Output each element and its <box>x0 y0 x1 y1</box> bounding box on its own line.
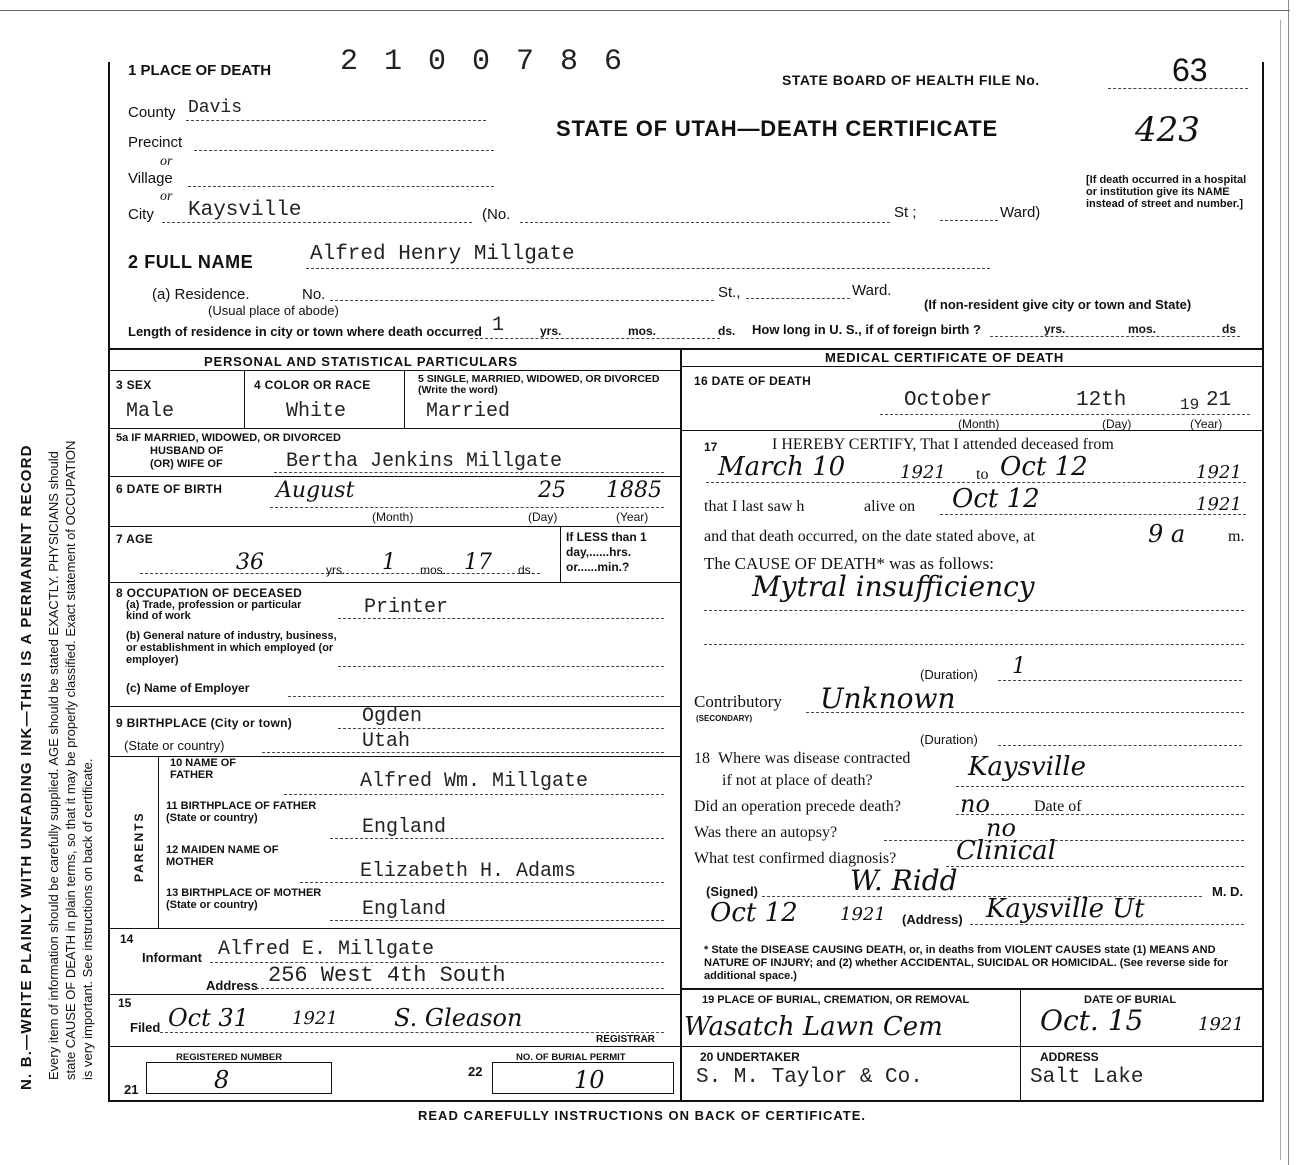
full-name-value: Alfred Henry Millgate <box>310 243 575 266</box>
or-label-1: or <box>160 154 173 169</box>
race-label: 4 COLOR OR RACE <box>254 378 371 392</box>
dob-month-value: August <box>276 478 355 503</box>
undertaker-value: S. M. Taylor & Co. <box>696 1066 923 1089</box>
sign-date-value: Oct 12 <box>710 898 798 928</box>
how-long-line <box>990 336 1240 337</box>
race-value: White <box>286 400 347 423</box>
cause-of-death-value: Mytral insufficiency <box>752 570 1035 603</box>
filed-year-value: 1921 <box>292 1008 338 1029</box>
death-day-value: 12th <box>1076 389 1127 412</box>
certify-text: I HEREBY CERTIFY, That I attended deceased from <box>772 436 1114 453</box>
dob-line <box>270 507 664 508</box>
personal-title-rule <box>108 370 680 371</box>
full-name-label: 2 FULL NAME <box>128 252 254 272</box>
burial-permit-prefix: 22 <box>468 1064 483 1079</box>
contracted-label-2: if not at place of death? <box>722 772 873 789</box>
mother-value: Elizabeth H. Adams <box>360 860 577 883</box>
file-number-stamp: 2 1 0 0 7 8 6 <box>340 45 627 79</box>
employer-label: (c) Name of Employer <box>126 681 250 695</box>
contracted-line <box>956 786 1244 787</box>
dob-month-label: (Month) <box>372 510 414 524</box>
length-years-value: 1 <box>492 314 505 337</box>
death-year-label: (Year) <box>1190 417 1223 431</box>
length-line <box>470 338 720 339</box>
last-saw-value: Oct 12 <box>952 484 1040 514</box>
age-months-value: 1 <box>382 550 396 575</box>
precinct-label: Precinct <box>128 134 183 151</box>
dob-label: 6 DATE OF BIRTH <box>116 482 223 496</box>
row-rule-2 <box>108 476 680 477</box>
or-label-2: or <box>160 189 173 204</box>
margin-instruction-3: is very important. See instructions on back of certificate. <box>80 758 95 1080</box>
street-no-label: (No. <box>482 206 511 223</box>
city-line <box>162 222 472 223</box>
birthplace-city-line <box>338 728 664 729</box>
secondary-label: (SECONDARY) <box>696 714 753 723</box>
sex-value: Male <box>126 400 175 423</box>
residence-line <box>330 300 714 301</box>
operation-date-label: Date of <box>1034 798 1082 815</box>
margin-instruction-1: Every item of information should be carefully supplied. AGE should be stated EXACTLY. PHYSICIANS should <box>46 451 61 1080</box>
us-mos-label: mos. <box>1128 322 1157 336</box>
last-saw-year: 1921 <box>1196 494 1242 515</box>
sex-label: 3 SEX <box>116 378 152 392</box>
burial-place-label: 19 PLACE OF BURIAL, CREMATION, OR REMOVAL <box>702 994 970 1006</box>
filed-line <box>160 1032 664 1033</box>
attended-to-value: Oct 12 <box>1000 452 1088 482</box>
physician-signature: W. Ridd <box>850 864 958 897</box>
us-ds-label: ds <box>1222 322 1237 336</box>
informant-label: Informant <box>142 950 202 965</box>
autopsy-label: Was there an autopsy? <box>694 824 838 841</box>
informant-address-label: Address <box>206 978 259 993</box>
employer-line <box>288 696 664 697</box>
cause-line-2 <box>704 644 1244 645</box>
personal-section-title: PERSONAL AND STATISTICAL PARTICULARS <box>204 354 518 369</box>
length-ds-label: ds. <box>718 324 736 338</box>
place-of-death-label: 1 PLACE OF DEATH <box>128 62 272 79</box>
age-days-value: 17 <box>464 550 492 575</box>
occupation-a-label: (a) Trade, profession or particular kind of work <box>126 599 302 622</box>
filed-date-value: Oct 31 <box>168 1004 249 1032</box>
burial-date-value: Oct. 15 <box>1040 1004 1144 1037</box>
date-of-death-line <box>880 414 1250 415</box>
death-time-m-label: m. <box>1228 528 1245 545</box>
autopsy-value: no <box>986 814 1016 842</box>
row-rule-1 <box>108 428 680 429</box>
registered-number-value: 8 <box>214 1066 230 1094</box>
village-line <box>188 186 494 187</box>
operation-label: Did an operation precede death? <box>694 798 902 815</box>
death-time-text: and that death occurred, on the date stated above, at <box>704 528 1035 545</box>
autopsy-line <box>884 840 1244 841</box>
registrar-signature: S. Gleason <box>394 1004 523 1032</box>
file-number: 63 <box>1172 52 1208 88</box>
attended-from-value: March 10 <box>718 452 846 482</box>
age-mos-label: mos. <box>420 563 447 577</box>
undertaker-address-label: ADDRESS <box>1040 1050 1099 1064</box>
age-ds-label: ds. <box>518 563 535 577</box>
non-resident-note: (If non-resident give city or town and State) <box>924 297 1192 312</box>
residence-st-line <box>746 298 850 299</box>
row-rule-9 <box>108 1046 680 1047</box>
burial-permit-label: NO. OF BURIAL PERMIT <box>516 1052 626 1063</box>
county-line <box>186 120 486 121</box>
medical-section-title: MEDICAL CERTIFICATE OF DEATH <box>825 350 1065 365</box>
informant-value: Alfred E. Millgate <box>218 938 435 961</box>
contracted-number: 18 <box>694 750 710 767</box>
ward-line <box>940 220 998 221</box>
form-bottom-border <box>108 1100 1263 1102</box>
dob-year-label: (Year) <box>616 510 649 524</box>
street-line <box>520 222 890 223</box>
spouse-value: Bertha Jenkins Millgate <box>286 450 563 473</box>
duration-line-1 <box>998 680 1242 681</box>
duration-line-2 <box>998 745 1242 746</box>
residence-ward-label: Ward. <box>852 282 892 299</box>
city-label: City <box>128 206 154 223</box>
signed-label: (Signed) <box>706 884 758 899</box>
informant-number: 14 <box>120 932 134 946</box>
less-than-day-label: If LESS than 1 day,......hrs. or......min.? <box>566 530 647 574</box>
right-edge-inner <box>1280 20 1281 1160</box>
attended-to-year: 1921 <box>1196 462 1242 483</box>
birthplace-city-value: Ogden <box>362 705 423 728</box>
father-label: 10 NAME OF FATHER <box>170 757 237 781</box>
burial-permit-value: 10 <box>574 1066 605 1094</box>
operation-value: no <box>960 790 990 818</box>
death-month-value: October <box>904 389 993 412</box>
age-yrs-label: yrs. <box>326 563 346 577</box>
title-handwritten-number: 423 <box>1135 110 1200 150</box>
spouse-label-1: 5a IF MARRIED, WIDOWED, OR DIVORCED <box>116 432 341 444</box>
row-rule-8 <box>108 994 680 995</box>
death-month-label: (Month) <box>958 417 1000 431</box>
residence-st-label: St., <box>718 284 741 301</box>
footer-instruction: READ CAREFULLY INSTRUCTIONS ON BACK OF CERTIFICATE. <box>418 1108 866 1123</box>
burial-date-label: DATE OF BURIAL <box>1084 994 1177 1006</box>
father-birthplace-label: 11 BIRTHPLACE OF FATHER (State or country) <box>166 800 317 824</box>
filed-number: 15 <box>118 996 132 1010</box>
occupation-label: 8 OCCUPATION OF DECEASED <box>116 586 303 600</box>
dob-day-value: 25 <box>538 478 566 503</box>
residence-no-label: No. <box>302 286 326 303</box>
margin-instruction-2: state CAUSE OF DEATH in plain terms, so that it may be properly classified. Exact statement of OCCUPATION <box>63 440 78 1080</box>
contributory-label: Contributory <box>694 692 782 711</box>
margin-warning: N. B.—WRITE PLAINLY WITH UNFADING INK—THIS IS A PERMANENT RECORD <box>18 444 35 1090</box>
county-value: Davis <box>188 98 243 118</box>
md-label: M. D. <box>1212 884 1244 899</box>
sex-race-divider <box>244 370 245 428</box>
medical-rule-3 <box>680 1046 1262 1047</box>
parents-divider <box>158 756 159 928</box>
length-mos-label: mos. <box>628 324 657 338</box>
race-marital-divider <box>404 370 405 428</box>
dob-day-label: (Day) <box>528 510 558 524</box>
precinct-line <box>194 150 494 151</box>
industry-line <box>338 666 664 667</box>
cause-footnote: * State the DISEASE CAUSING DEATH, or, in deaths from VIOLENT CAUSES state (1) MEANS AND NATURE OF INJURY; and (2) whether ACCIDENTAL, SUICIDAL OR HOMICIDAL. (See reverse side for additional space.) <box>704 944 1228 982</box>
top-edge <box>0 10 1290 11</box>
dob-year-value: 1885 <box>606 478 662 503</box>
right-edge <box>1288 0 1289 1165</box>
form-right-border <box>1262 62 1264 1102</box>
marital-value: Married <box>426 400 511 423</box>
death-year-value: 21 <box>1206 389 1232 412</box>
occupation-value: Printer <box>364 596 449 619</box>
village-label: Village <box>128 170 173 187</box>
us-yrs-label: yrs. <box>1044 322 1066 336</box>
birthplace-state-label: (State or country) <box>124 738 225 753</box>
physician-address-line <box>970 924 1244 925</box>
how-long-us-label: How long in U. S., if of foreign birth ? <box>752 322 981 337</box>
street-st-label: St ; <box>894 204 917 221</box>
full-name-line <box>306 268 990 269</box>
physician-address-value: Kaysville Ut <box>986 894 1145 924</box>
test-label: What test confirmed diagnosis? <box>694 850 897 867</box>
ward-label: Ward) <box>1000 204 1041 221</box>
father-birthplace-value: England <box>362 816 447 839</box>
birthplace-state-line <box>262 752 664 753</box>
spouse-label-3: (OR) WIFE OF <box>150 458 223 470</box>
death-year-prefix: 19 <box>1180 396 1200 414</box>
death-time-value: 9 a <box>1148 520 1186 548</box>
occupation-b-label: (b) General nature of industry, business, or establishment in which employed (or employer) <box>126 630 337 666</box>
father-line <box>284 794 664 795</box>
mother-birthplace-label: 13 BIRTHPLACE OF MOTHER (State or country) <box>166 887 322 911</box>
cause-line-1 <box>704 610 1244 611</box>
duration-label-1: (Duration) <box>920 667 978 682</box>
row-rule-4 <box>108 582 680 583</box>
date-of-death-label: 16 DATE OF DEATH <box>694 374 812 388</box>
city-value: Kaysville <box>188 199 302 222</box>
length-residence-label: Length of residence in city or town where death occurred <box>128 324 482 339</box>
marital-label: 5 SINGLE, MARRIED, WIDOWED, OR DIVORCED (Write the word) <box>418 373 660 396</box>
registered-number-prefix: 21 <box>124 1082 139 1097</box>
informant-address-line <box>256 988 664 989</box>
file-number-label: STATE BOARD OF HEALTH FILE No. <box>782 72 1040 88</box>
attended-from-year: 1921 <box>900 462 946 483</box>
usual-place-label: (Usual place of abode) <box>208 303 339 318</box>
last-saw-text: that I last saw h <box>704 498 805 515</box>
informant-address-value: 256 West 4th South <box>268 963 506 988</box>
undertaker-label: 20 UNDERTAKER <box>700 1050 800 1064</box>
residence-label: (a) Residence. <box>152 286 250 303</box>
certificate-title: STATE OF UTAH—DEATH CERTIFICATE <box>556 116 998 141</box>
death-day-label: (Day) <box>1102 417 1132 431</box>
mother-birthplace-value: England <box>362 898 447 921</box>
filed-label: Filed <box>130 1020 161 1035</box>
registrar-label: REGISTRAR <box>596 1034 655 1045</box>
hospital-note: [If death occurred in a hospital or institution give its NAME instead of street and number.] <box>1086 174 1247 210</box>
age-label: 7 AGE <box>116 532 154 546</box>
duration-label-2: (Duration) <box>920 732 978 747</box>
section-top-rule <box>108 348 1263 350</box>
age-divider <box>560 526 561 582</box>
burial-year-value: 1921 <box>1198 1014 1244 1035</box>
last-saw-suffix: alive on <box>864 498 916 515</box>
contracted-label: Where was disease contracted <box>718 750 911 767</box>
parents-vertical-label: PARENTS <box>132 811 146 882</box>
length-yrs-label: yrs. <box>540 324 562 338</box>
contracted-value: Kaysville <box>968 752 1086 782</box>
birthplace-state-value: Utah <box>362 730 411 753</box>
medical-title-rule <box>680 366 1262 367</box>
certification-number: 17 <box>704 440 718 454</box>
sign-year-value: 1921 <box>840 904 886 925</box>
cause-of-death-label: The CAUSE OF DEATH* was as follows: <box>704 554 994 573</box>
attended-to-label: to <box>976 466 989 483</box>
physician-address-label: (Address) <box>902 912 963 927</box>
row-rule-7 <box>108 928 680 929</box>
father-value: Alfred Wm. Millgate <box>360 770 589 793</box>
registered-number-box <box>146 1062 332 1094</box>
county-label: County <box>128 104 176 121</box>
test-value: Clinical <box>956 836 1056 866</box>
age-years-value: 36 <box>236 550 264 575</box>
medical-rule-2 <box>680 988 1262 990</box>
spouse-label-2: HUSBAND OF <box>150 445 224 457</box>
row-rule-3 <box>108 526 680 527</box>
contributory-value: Unknown <box>820 682 956 715</box>
test-line <box>946 866 1244 867</box>
registered-number-label: REGISTERED NUMBER <box>176 1052 283 1063</box>
undertaker-address-value: Salt Lake <box>1030 1066 1144 1089</box>
burial-divider <box>1020 988 1021 1100</box>
burial-place-value: Wasatch Lawn Cem <box>684 1012 943 1042</box>
birthplace-label: 9 BIRTHPLACE (City or town) <box>116 716 293 730</box>
duration-years-value: 1 <box>1012 654 1026 679</box>
mother-label: 12 MAIDEN NAME OF MOTHER <box>166 844 279 868</box>
medical-rule-1 <box>680 430 1262 431</box>
